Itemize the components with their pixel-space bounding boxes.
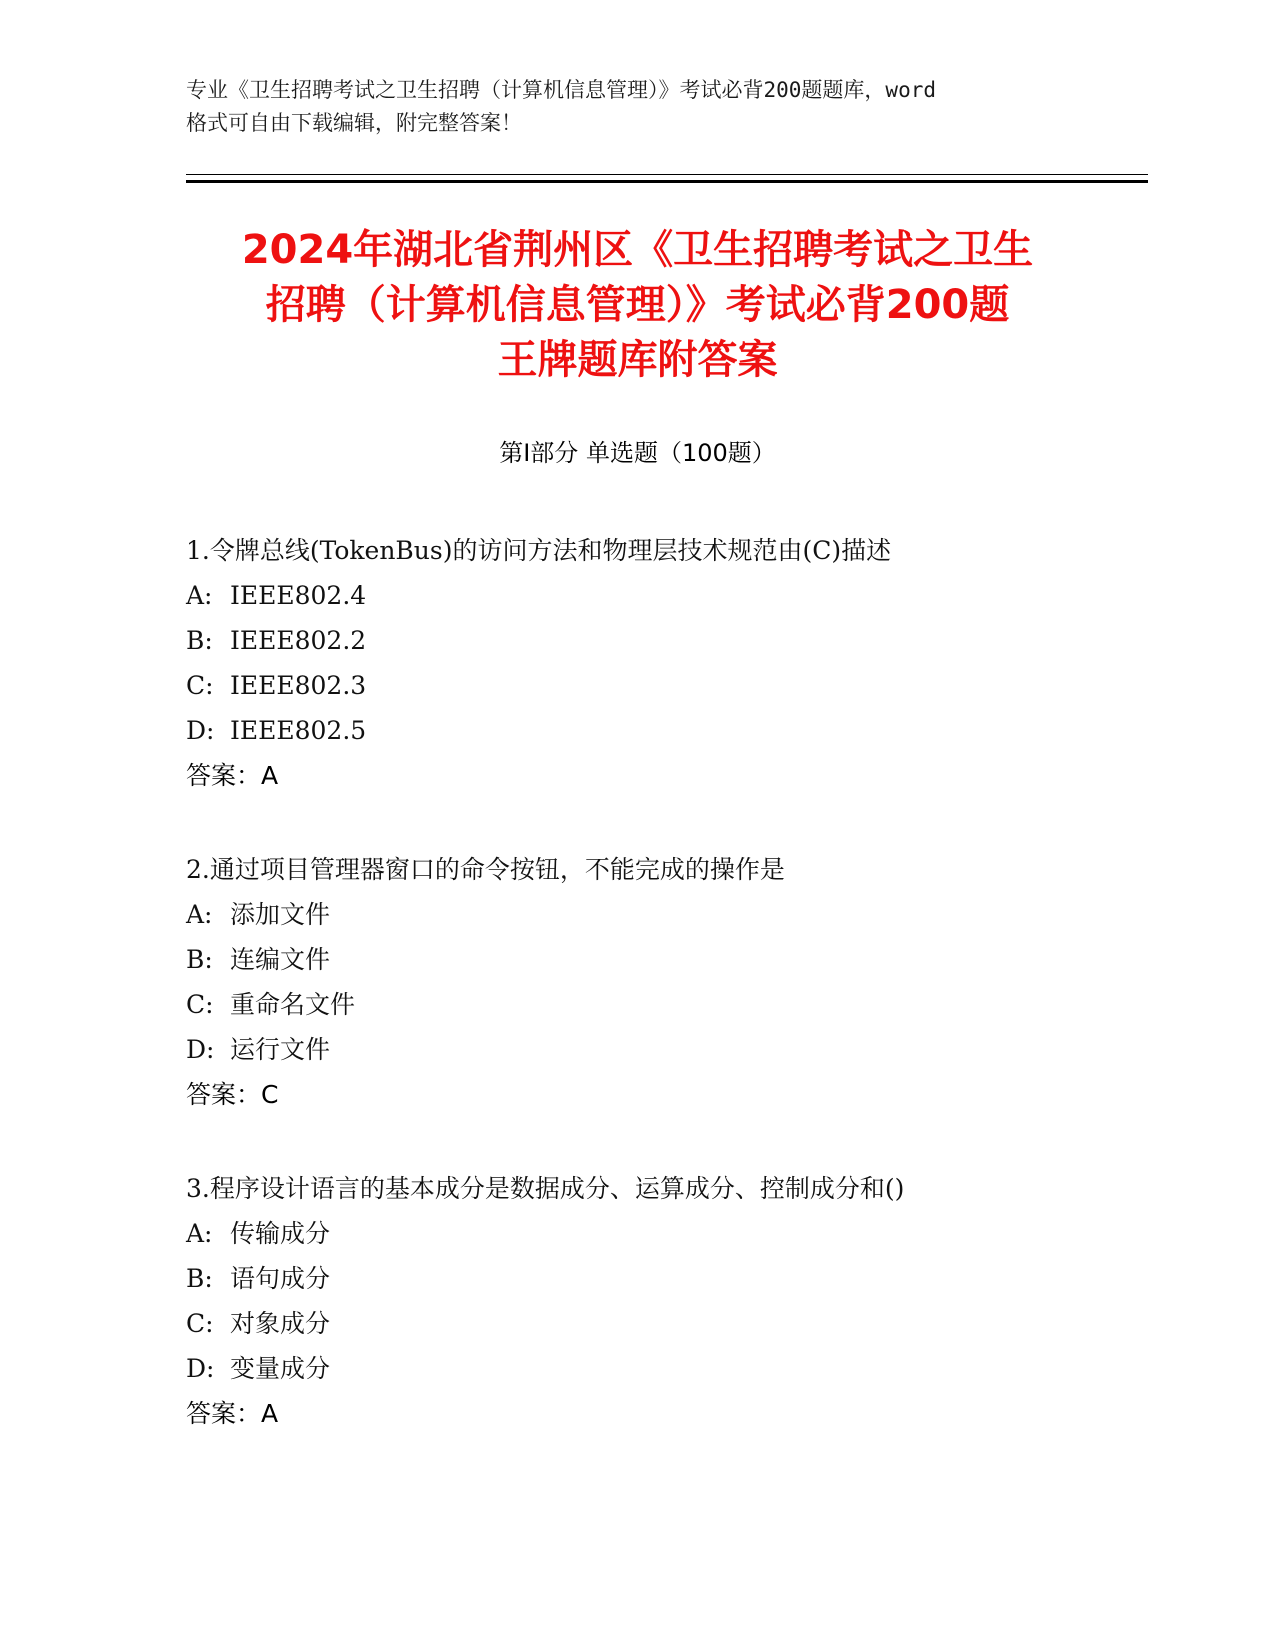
question-stem: 2.通过项目管理器窗口的命令按钮，不能完成的操作是 bbox=[186, 855, 785, 884]
document-title-line-3: 王牌题库附答案 bbox=[497, 337, 778, 383]
option-d bbox=[186, 1027, 1146, 1072]
option-c bbox=[186, 982, 1146, 1027]
option-c bbox=[186, 663, 1146, 708]
option-a bbox=[186, 1211, 1146, 1256]
question-stem: 3.程序设计语言的基本成分是数据成分、运算成分、控制成分和() bbox=[186, 1174, 905, 1203]
option-letter: D: bbox=[186, 1354, 215, 1383]
option-letter: C: bbox=[186, 990, 214, 1019]
header-divider-thick bbox=[186, 180, 1148, 183]
option-d bbox=[186, 1346, 1146, 1391]
document-title-line-2: 招聘（计算机信息管理）》考试必背200题 bbox=[265, 282, 1010, 328]
option-letter: B: bbox=[186, 626, 213, 655]
option-text: IEEE802.2 bbox=[230, 626, 367, 655]
option-text: IEEE802.4 bbox=[230, 581, 367, 610]
option-letter: C: bbox=[186, 671, 214, 700]
question-stem: 1.令牌总线(TokenBus)的访问方法和物理层技术规范由(C)描述 bbox=[186, 536, 892, 565]
header-note-line-2: 格式可自由下载编辑，附完整答案！ bbox=[186, 111, 522, 135]
option-letter: B: bbox=[186, 945, 213, 974]
option-letter: A: bbox=[186, 581, 213, 610]
option-a bbox=[186, 573, 1146, 618]
document-title bbox=[160, 223, 1115, 388]
option-text: 重命名文件 bbox=[230, 990, 356, 1019]
option-text: 添加文件 bbox=[230, 900, 331, 929]
question-item bbox=[186, 528, 1146, 798]
option-letter: A: bbox=[186, 1219, 213, 1248]
option-a bbox=[186, 892, 1146, 937]
option-letter: C: bbox=[186, 1309, 214, 1338]
option-text: 连编文件 bbox=[230, 945, 331, 974]
option-b bbox=[186, 937, 1146, 982]
section-heading: 第Ⅰ部分 单选题（100题） bbox=[499, 439, 776, 467]
option-text: 传输成分 bbox=[230, 1219, 331, 1248]
option-c bbox=[186, 1301, 1146, 1346]
answer-line: 答案：A bbox=[186, 761, 279, 790]
header-divider-thin bbox=[186, 174, 1148, 175]
option-text: 语句成分 bbox=[230, 1264, 331, 1293]
option-letter: D: bbox=[186, 716, 215, 745]
option-letter: A: bbox=[186, 900, 213, 929]
option-text: IEEE802.5 bbox=[230, 716, 367, 745]
document-title-line-1: 2024年湖北省荆州区《卫生招聘考试之卫生 bbox=[241, 227, 1034, 273]
option-text: 对象成分 bbox=[230, 1309, 331, 1338]
option-text: 变量成分 bbox=[230, 1354, 331, 1383]
answer-line: 答案：A bbox=[186, 1399, 279, 1428]
question-item bbox=[186, 847, 1146, 1117]
option-b bbox=[186, 1256, 1146, 1301]
question-list bbox=[186, 528, 1146, 1485]
header-note bbox=[186, 74, 1086, 140]
option-letter: D: bbox=[186, 1035, 215, 1064]
option-letter: B: bbox=[186, 1264, 213, 1293]
option-text: IEEE802.3 bbox=[230, 671, 367, 700]
option-text: 运行文件 bbox=[230, 1035, 331, 1064]
option-b bbox=[186, 618, 1146, 663]
question-item bbox=[186, 1166, 1146, 1436]
option-d bbox=[186, 708, 1146, 753]
answer-line: 答案：C bbox=[186, 1080, 279, 1109]
header-note-line-1: 专业《卫生招聘考试之卫生招聘（计算机信息管理）》考试必背200题题库，word bbox=[186, 78, 936, 102]
